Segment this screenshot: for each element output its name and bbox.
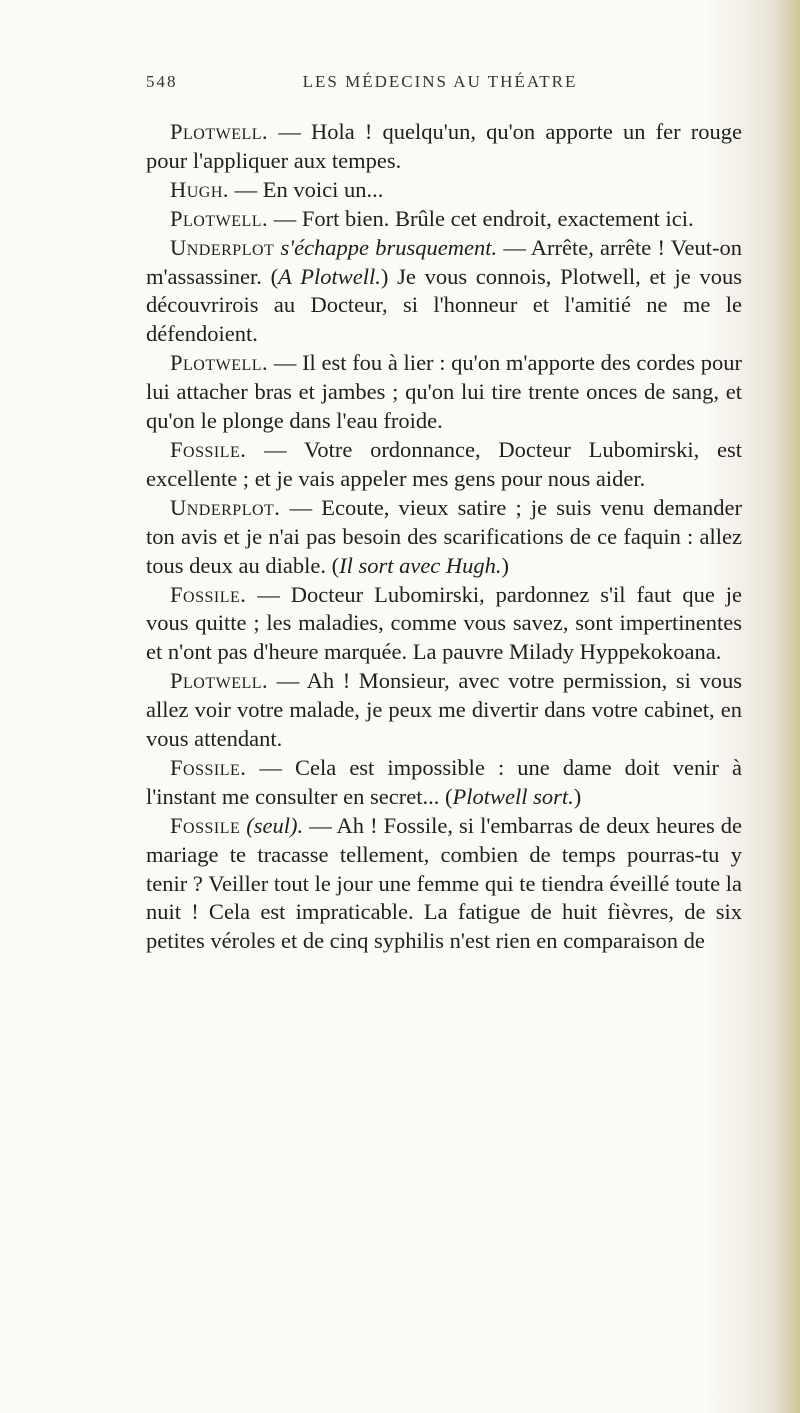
speaker-name: Plotwell. <box>170 119 269 144</box>
speech-text: — Ah ! Monsieur, avec votre permission, si vous allez voir votre malade, je peux me divertir dans votre cabinet, en vous attendant. <box>146 668 742 752</box>
speech-text: ) <box>501 552 510 578</box>
dialogue-paragraph <box>146 494 742 581</box>
speech-text: — Il est fou à lier : qu'on m'apporte des cordes pour lui attacher bras et jambes ; qu'on lui tire trente onces de sang, et qu'on le plonge dans l'eau froide. <box>146 350 742 434</box>
speaker-name: Underplot. <box>170 494 281 520</box>
speaker-name: Fossile. <box>170 436 247 462</box>
dialogue-paragraph <box>146 118 742 176</box>
speech-text: — Fort bien. Brûle cet endroit, exactement ici. <box>268 205 694 231</box>
dialogue-paragraph <box>146 754 742 812</box>
dialogue-paragraph <box>146 667 742 754</box>
stage-direction: Il sort avec Hugh. <box>339 552 502 578</box>
speech-text: — Votre ordonnance, Docteur Lubomirski, est excellente ; et je vais appeler mes gens pour nous aider. <box>146 436 742 491</box>
stage-direction: (seul). <box>240 812 304 838</box>
speech-text: — Docteur Lubomirski, pardonnez s'il faut que je vous quitte ; les maladies, comme vous savez, sont impertinentes et n'ont pas d'heure marquée. La pauvre Milady Hyppekokoana. <box>146 581 742 665</box>
speaker-name: Hugh. <box>170 176 230 202</box>
speaker-name: Plotwell. <box>170 350 269 376</box>
stage-direction: s'échappe brusquement. <box>274 234 498 260</box>
speech-text: — Cela est impossible : une dame doit venir à l'instant me consulter en secret... ( <box>146 754 742 809</box>
speech-text: — Hola ! quelqu'un, qu'on apporte un fer rouge pour l'appliquer aux tempes. <box>146 119 742 173</box>
dialogue-paragraph <box>146 234 742 350</box>
dialogue-paragraph <box>146 176 742 205</box>
page-number: 548 <box>146 72 178 91</box>
stage-direction: Plotwell sort. <box>452 783 574 809</box>
dialogue-paragraph <box>146 581 742 668</box>
speaker-name: Underplot <box>170 234 275 260</box>
dialogue-paragraph <box>146 436 742 494</box>
speaker-name: Fossile. <box>170 581 247 607</box>
speech-text: ) Je vous connois, Plotwell, et je vous découvrirois au Docteur, si l'honneur et l'amitié ne me le défendoient. <box>146 263 742 347</box>
speech-text: — Arrête, arrête ! Veut-on m'assassiner. ( <box>146 234 742 289</box>
dialogue-paragraph <box>146 812 742 957</box>
dialogue-paragraph <box>146 349 742 436</box>
speaker-name: Fossile. <box>170 754 247 780</box>
speaker-name: Plotwell. <box>170 205 269 231</box>
dialogue-body <box>146 118 742 956</box>
speech-text: — Ah ! Fossile, si l'embarras de deux heures de mariage te tracasse tellement, combien de temps pourras-tu y tenir ? Veiller tout le jour une femme qui te tiendra éveillé toute la nuit ! Cela est impraticable. La fatigue de huit fièvres, de six petites véroles et de cinq syphilis n'est rien en comparaison de <box>146 812 742 954</box>
page-edge-shadow <box>772 0 800 1413</box>
stage-direction: A Plotwell. <box>278 263 381 289</box>
speaker-name: Plotwell. <box>170 668 269 694</box>
dialogue-paragraph <box>146 205 742 234</box>
speech-text: — En voici un... <box>229 176 384 202</box>
speech-text: — Ecoute, vieux satire ; je suis venu demander ton avis et je n'ai pas besoin des scarifications de ce faquin : allez tous deux au diable. ( <box>146 494 742 578</box>
speech-text: ) <box>573 783 582 809</box>
speaker-name: Fossile <box>170 812 241 838</box>
running-title: LES MÉDECINS AU THÉATRE <box>302 72 578 91</box>
